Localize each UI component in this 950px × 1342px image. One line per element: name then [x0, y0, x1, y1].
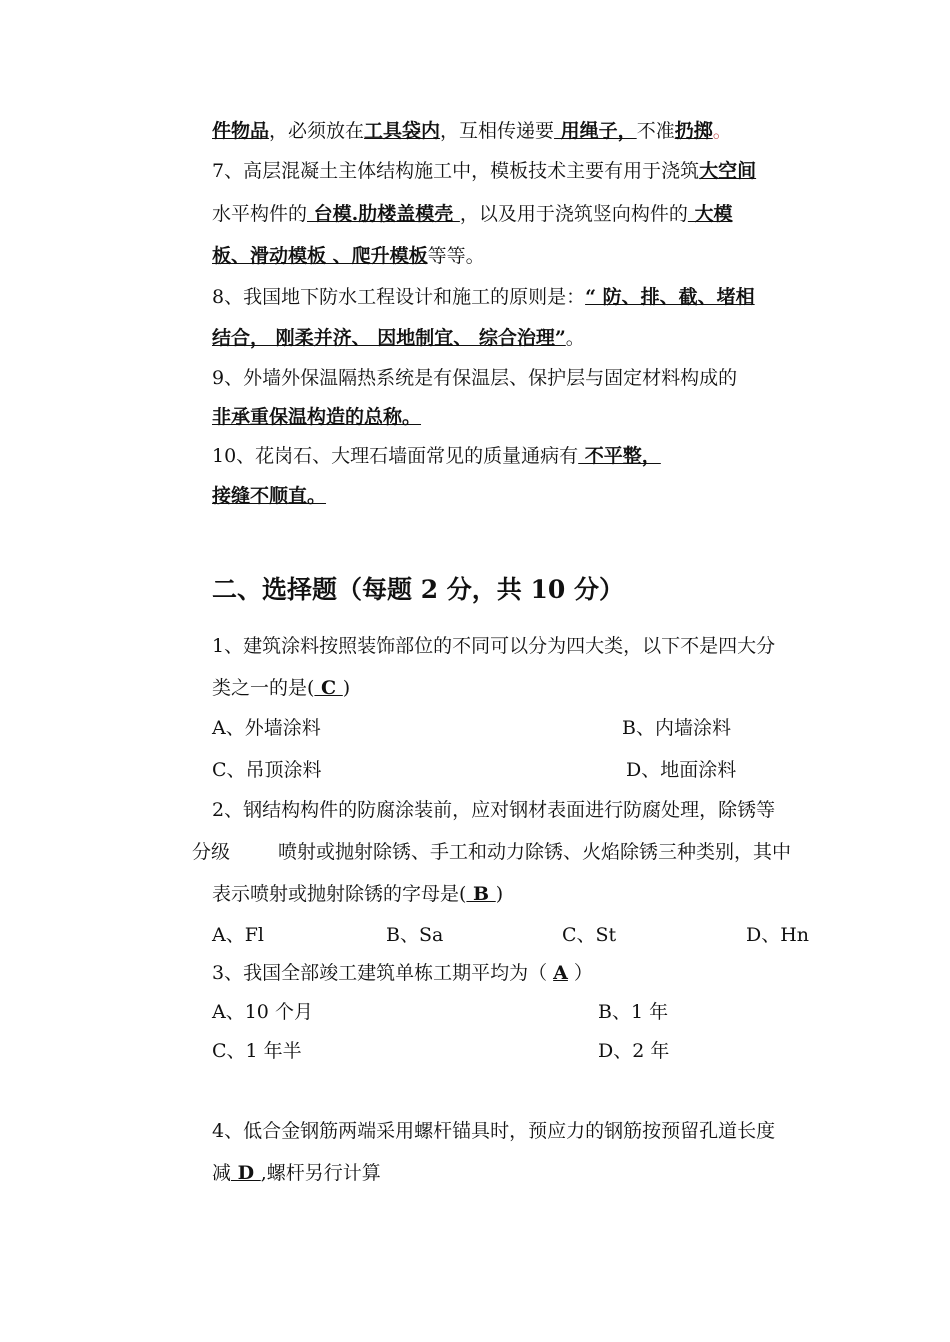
- q7-line2: 水平构件的 台模.肋楼盖模壳 ，以及用于浇筑竖向构件的 大模: [212, 203, 733, 225]
- q4-line2: 减 D ,螺杆另行计算: [212, 1162, 381, 1184]
- q4-line1: 4、低合金钢筋两端采用螺杆锚具时，预应力的钢筋按预留孔道长度: [212, 1120, 776, 1142]
- q1-line1: 1、建筑涂料按照装饰部位的不同可以分为四大类，以下不是四大分: [212, 635, 776, 657]
- q10-line2: 接缝不顺直。: [212, 485, 327, 507]
- section-heading: 二、选择题（每题 2 分，共 10 分）: [212, 575, 625, 604]
- q1-option-a: A、外墙涂料: [212, 717, 321, 739]
- q10-line1: 10、花岗石、大理石墙面常见的质量通病有 不平整，: [212, 445, 661, 467]
- q3-option-c: C、1 年半: [212, 1040, 302, 1062]
- q4-answer: D: [231, 1162, 261, 1184]
- q2-option-a: A、Fl: [212, 924, 264, 946]
- q2-line1: 2、钢结构构件的防腐涂装前，应对钢材表面进行防腐处理，除锈等: [212, 799, 776, 821]
- q7-line1: 7、高层混凝土主体结构施工中，模板技术主要有用于浇筑大空间: [212, 160, 757, 182]
- q3-option-a: A、10 个月: [212, 1001, 313, 1023]
- q2-line2: 喷射或抛射除锈、手工和动力除锈、火焰除锈三种类别，其中: [278, 841, 792, 863]
- q9-line1: 9、外墙外保温隔热系统是有保温层、保护层与固定材料构成的: [212, 367, 738, 389]
- q3-answer: A: [553, 962, 568, 984]
- q2-option-d: D、Hn: [746, 924, 810, 946]
- q1-option-c: C、吊顶涂料: [212, 759, 322, 781]
- q8-line1: 8、我国地下防水工程设计和施工的原则是：“ 防、排、截、堵相: [212, 286, 755, 308]
- q2-line2-prefix: 分级: [192, 841, 231, 863]
- q8-line2: 结合， 刚柔并济、 因地制宜、 综合治理”。: [212, 327, 585, 349]
- q3-option-d: D、2 年: [598, 1040, 670, 1062]
- q1-option-b: B、内墙涂料: [622, 717, 731, 739]
- q2-line3: 表示喷射或抛射除锈的字母是( B ): [212, 883, 504, 905]
- q1-line2: 类之一的是( C ): [212, 677, 351, 699]
- q2-answer: B: [466, 883, 496, 905]
- q6-continuation: 件物品，必须放在工具袋内，互相传递要 用绳子，不准扔掷。: [212, 120, 732, 142]
- q2-option-b: B、Sa: [386, 924, 444, 946]
- q9-line2: 非承重保温构造的总称。: [212, 406, 422, 428]
- q1-option-d: D、地面涂料: [626, 759, 737, 781]
- q7-line3: 板、滑动模板 、爬升模板等等。: [212, 245, 485, 267]
- q3-option-b: B、1 年: [598, 1001, 669, 1023]
- q1-answer: C: [314, 677, 343, 699]
- q2-option-c: C、St: [562, 924, 617, 946]
- q3-line1: 3、我国全部竣工建筑单栋工期平均为（ A ）: [212, 962, 593, 984]
